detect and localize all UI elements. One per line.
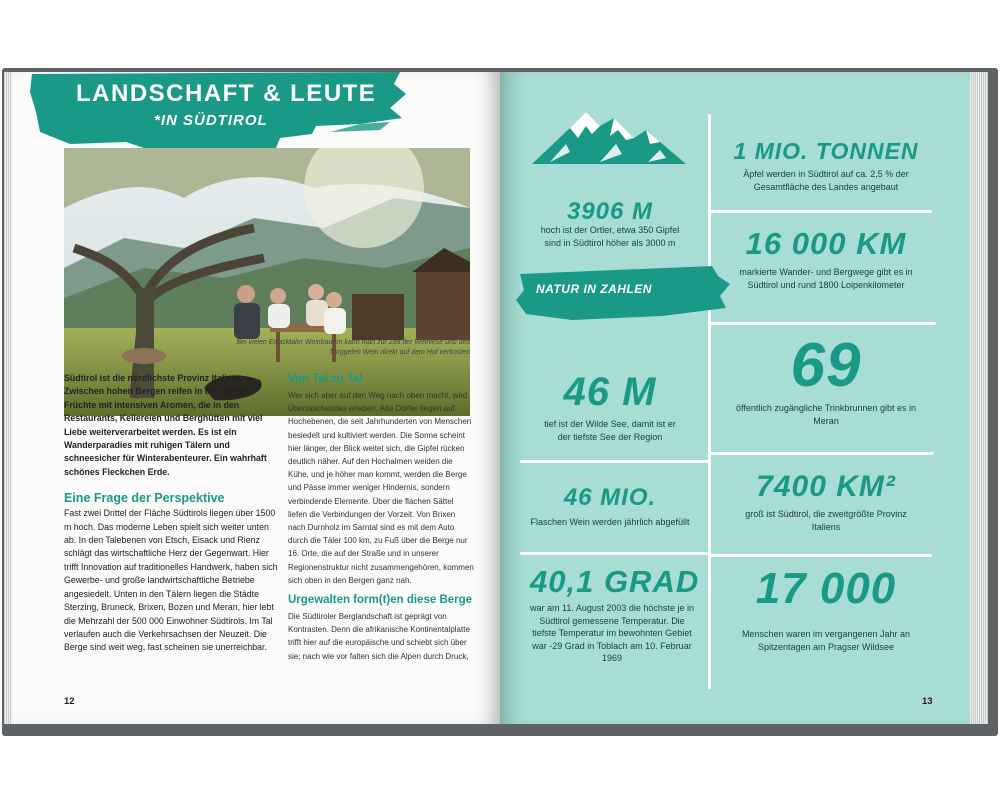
fact-value-1-mio-tonnen: 1 MIO. TONNEN [733, 138, 919, 164]
title-banner [30, 72, 410, 154]
banner-natur-in-zahlen: NATUR IN ZAHLEN [536, 282, 652, 296]
lead-paragraph: Südtirol ist die nördlichste Provinz Italiens. Zwischen hohen Bergen reifen in den Tälern Früchte mit intensiven Aromen, die in den Restaurants, Kellereien und Berghütten mit viel Liebe weiterverarbeitet werden. Es ist ein Wanderparadies mit ruhigen Tälern und schneesicher für Winterabenteurer. Ein wahrhaft schönes Fleckchen Erde. [64, 373, 267, 477]
divider-h2 [710, 322, 936, 325]
page-subtitle: *IN SÜDTIROL [154, 112, 268, 129]
fact-text-46m: tief ist der Wilde See, damit ist er der tiefste See der Region [544, 419, 676, 442]
fact-text-16000-km: markierte Wander- und Bergwege gibt es in Südtirol und rund 1800 Loipenkilometer [739, 267, 913, 290]
fact-value-16000-km: 16 000 KM [745, 226, 907, 261]
divider-h4 [710, 554, 932, 557]
page-number-right: 13 [922, 696, 933, 707]
fact-text-17000: Menschen waren im vergangenen Jahr an Spitzentagen am Pragser Wildsee [741, 629, 911, 652]
fact-value-69: 69 [790, 331, 862, 400]
fact-text-1-mio-tonnen: Äpfel werden in Südtirol auf ca. 2,5 % der Gesamtfläche des Landes angebaut [743, 169, 909, 192]
section-text-perspektive: Fast zwei Drittel der Fläche Südtirols liegen über 1500 m hoch. Das moderne Leben spielt sich weiter unten ab. In den Talebenen von Etsch, Eisack und Rienz schlägt das wirtschaftliche Herz der Gegenwart. Hier trifft Innovation auf traditionelles Handwerk, haben sich Gewerbe- und große landwirtschaftliche Betriebe angesiedelt. Unten in den Tälern liegen die Städte Sterzing, Bruneck, Brixen, Bozen und Meran, hier lebt die Mehrzahl der 500 000 Einwohner Südtirols. Im Tal verlaufen auch die Verkehrsachsen der Neuzeit. Die Berge sind weit weg, fast scheinen sie unerreichbar. [64, 508, 278, 653]
page-edges-left [4, 72, 12, 724]
fact-value-17000: 17 000 [755, 564, 897, 613]
mountain-icon [530, 104, 688, 166]
section-text-tal: Wer sich aber auf den Weg nach oben macht, wird Überraschendes erleben. Alte Dörfer liegen auf Hochebenen, die seit Jahrhunderten von Menschen besiedelt und kultiviert werden. Die Sonne scheint hier länger, der Blick weitet sich, die Gipfel rücken deutlich näher. Auf den Hochalmen weiden die Kühe, und je höher man kommt, werden die Berge und Pässe immer weniger Hindernis, sondern verbindende Elemente. Über die flachen Sättel liefen die Verbindungen der Vorzeit. Von Brixen nach Durnholz im Sarntal sind es mit dem Auto durch die Täler 100 km, zu Fuß über die Berge nur 16. Orte, die auf der Straße und in unserer Regionenstruktur nicht zusammengehören, kommen sich oben in den Bergen ganz nah. [288, 391, 474, 585]
page-number-left: 12 [64, 696, 75, 707]
fact-text-3906: hoch ist der Ortler, etwa 350 Gipfel sind in Südtirol höher als 3000 m [540, 225, 680, 248]
divider-h1 [710, 210, 932, 213]
fact-value-46m: 46 M [563, 370, 657, 414]
fact-value-40-grad: 40,1 GRAD [530, 564, 700, 599]
divider-h5 [520, 460, 710, 463]
right-page [500, 72, 970, 724]
section-text-urgewalten: Die Südtiroler Berglandschaft ist geprägt von Kontrasten. Denn die afrikanische Kontinentalplatte trifft hier auf die europäische und schiebt sich über sie; nach wie vor falten sich die Alpen durch Druck, [288, 612, 470, 661]
section-heading-tal: Von Tal zu Tal [288, 373, 363, 385]
fact-text-69: öffentlich zugängliche Trinkbrunnen gibt es in Meran [736, 403, 916, 426]
fact-value-7400-km2: 7400 KM² [756, 470, 896, 503]
left-column [64, 372, 282, 655]
fact-value-46mio: 46 MIO. [563, 484, 657, 511]
fact-text-46mio: Flaschen Wein werden jährlich abgefüllt [530, 517, 690, 527]
section-heading-urgewalten: Urgewalten form(t)en diese Berge [288, 594, 473, 607]
section-heading-perspektive: Eine Frage der Perspektive [64, 491, 225, 506]
right-column [288, 372, 474, 663]
photo-caption: Bei vielen Eisacktaler Weinbauern kann man zur Zeit der Weinlese und des Törggelen Wein direkt auf dem Hof verkosten [236, 339, 470, 356]
page-title: LANDSCHAFT & LEUTE [76, 80, 377, 107]
divider-h6 [520, 552, 708, 555]
divider-vertical [708, 114, 711, 689]
fact-text-7400-km2: groß ist Südtirol, die zweitgrößte Provinz Italiens [745, 509, 907, 532]
divider-h3 [710, 452, 934, 455]
fact-value-3906: 3906 M [566, 198, 654, 225]
left-page [12, 72, 500, 724]
fact-text-40-grad: war am 11. August 2003 die höchste je in Südtirol gemessene Temperatur. Die tiefste Temperatur im bewohnten Gebiet war -29 Grad in Toblach am 10. Februar 1969 [530, 603, 694, 663]
page-edges-right [970, 72, 988, 724]
